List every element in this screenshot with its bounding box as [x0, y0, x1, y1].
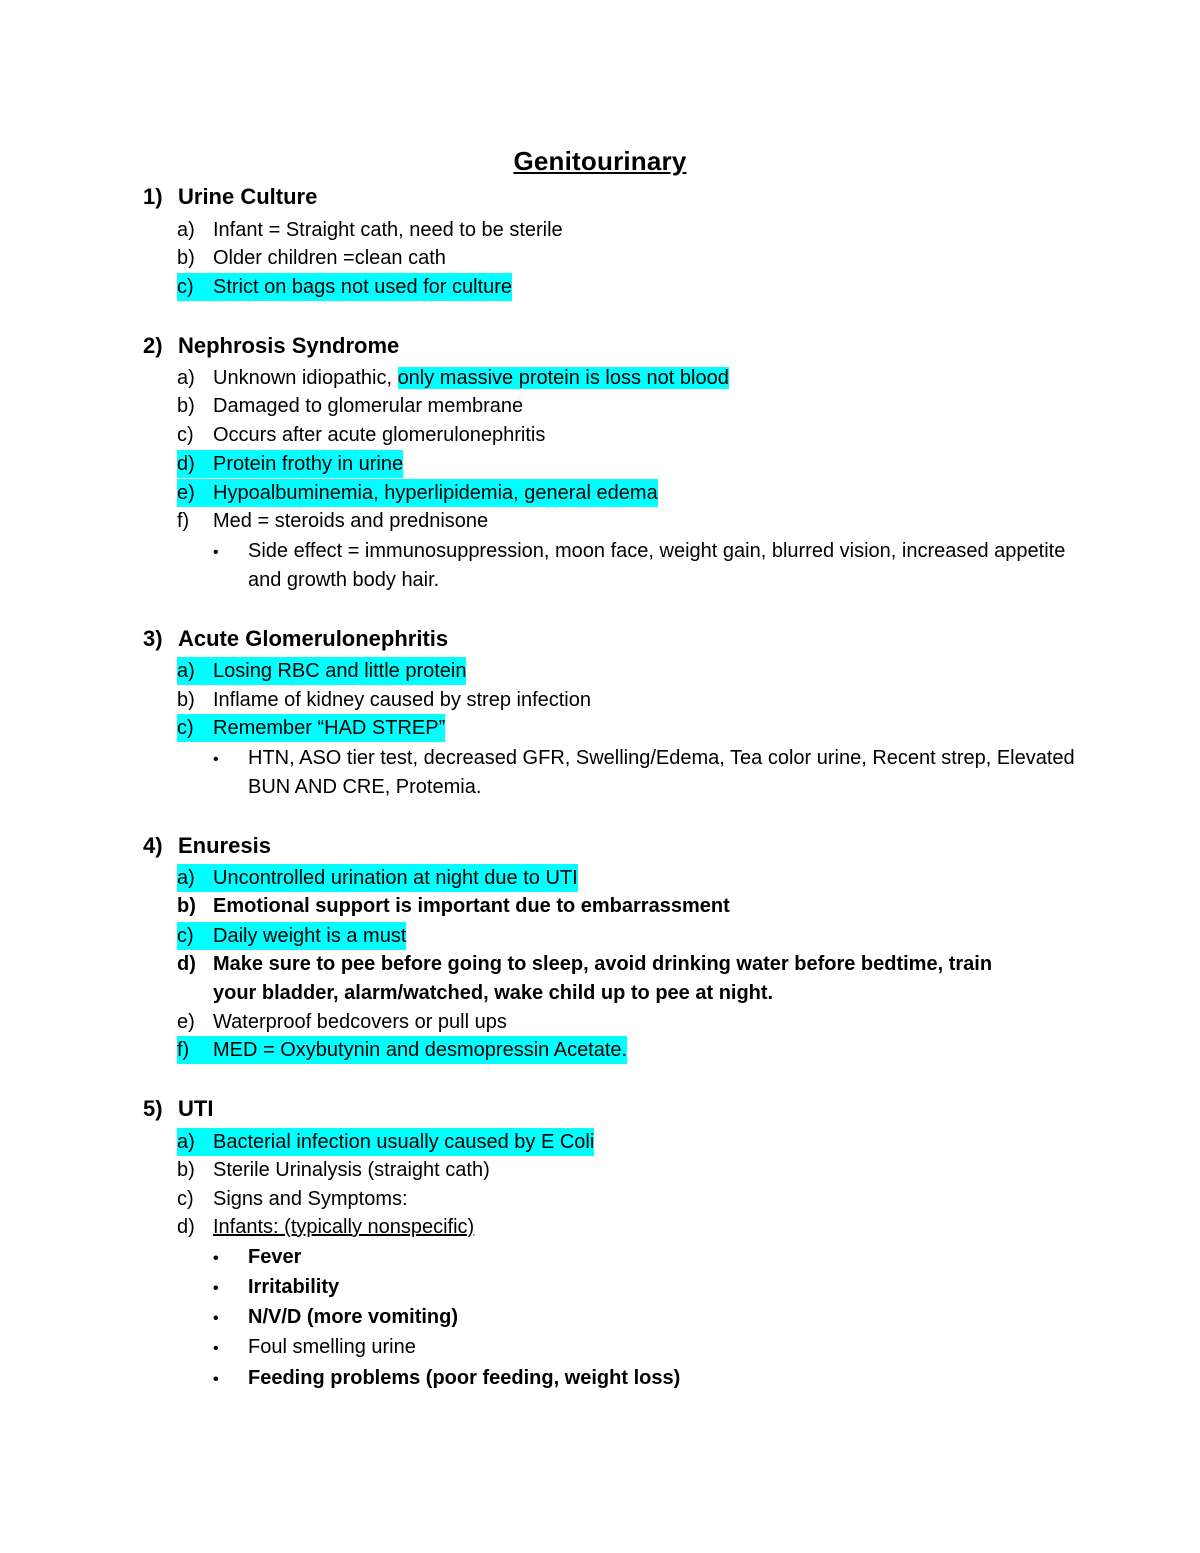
item-text-underlined: Infants: (typically nonspecific): [213, 1216, 475, 1238]
list-item-highlighted: [177, 864, 578, 892]
item-text: Bacterial infection usually caused by E Coli: [213, 1131, 595, 1153]
section-number: 1): [143, 184, 163, 209]
item-label: c): [177, 717, 194, 739]
bullet-item: [213, 1243, 1078, 1273]
list-item: [177, 507, 488, 535]
item-text: Infant = Straight cath, need to be sterile: [213, 219, 563, 241]
item-label: c): [177, 276, 194, 298]
item-label: f): [177, 1039, 190, 1061]
item-label: a): [177, 660, 195, 682]
bullet-text: Side effect = immunosuppression, moon face, weight gain, blurred vision, increased appetite and growth body hair.: [248, 540, 1066, 591]
item-text: Protein frothy in urine: [213, 453, 404, 475]
bullet-icon: •: [213, 1310, 219, 1327]
bullet-text: Feeding problems (poor feeding, weight loss): [248, 1367, 681, 1389]
item-text: Older children =clean cath: [213, 247, 446, 269]
bullet-text: Foul smelling urine: [248, 1336, 416, 1358]
item-label: a): [177, 219, 195, 241]
item-label: f): [177, 510, 190, 532]
item-label: b): [177, 395, 195, 417]
bullet-item: [213, 1303, 1078, 1333]
section-heading-nephrosis-syndrome: [143, 333, 399, 359]
list-item-highlighted: [177, 714, 445, 742]
item-label: c): [177, 925, 194, 947]
item-text: Uncontrolled urination at night due to UTI: [213, 867, 578, 889]
item-text: Emotional support is important due to embarrassment: [213, 895, 730, 917]
item-label: c): [177, 424, 194, 446]
section-heading-acute-glomerulonephritis: [143, 626, 448, 652]
item-text: Hypoalbuminemia, hyperlipidemia, general edema: [213, 482, 658, 504]
list-item-highlighted: [177, 1036, 627, 1064]
section-number: 3): [143, 626, 163, 651]
list-item-highlighted: [177, 479, 658, 507]
bullet-icon: •: [213, 751, 219, 768]
list-item: [177, 421, 545, 449]
list-item-highlighted: [177, 922, 406, 950]
item-text: Unknown idiopathic,: [213, 367, 398, 389]
section-heading-urine-culture: [143, 184, 317, 210]
item-text: Inflame of kidney caused by strep infection: [213, 689, 591, 711]
list-item: [177, 244, 446, 272]
item-label: a): [177, 867, 195, 889]
list-item-bold: [177, 950, 992, 978]
item-label: c): [177, 1188, 194, 1210]
item-label: e): [177, 482, 195, 504]
item-text: Occurs after acute glomerulonephritis: [213, 424, 546, 446]
section-heading-uti: [143, 1096, 213, 1122]
item-label: a): [177, 367, 195, 389]
bullet-item: [213, 1333, 1078, 1363]
item-text: Sterile Urinalysis (straight cath): [213, 1159, 490, 1181]
item-label: d): [177, 453, 195, 475]
bullet-icon: •: [213, 1371, 219, 1388]
section-number: 2): [143, 333, 163, 358]
item-text: Strict on bags not used for culture: [213, 276, 513, 298]
bullet-text: Fever: [248, 1246, 302, 1268]
list-item: [177, 1008, 507, 1036]
highlighted-text: only massive protein is loss not blood: [397, 367, 729, 389]
bullet-text: Irritability: [248, 1276, 340, 1298]
list-item-highlighted: [177, 1128, 594, 1156]
bullet-icon: •: [213, 1340, 219, 1357]
bullet-item: [213, 537, 1078, 595]
list-item: [177, 1156, 490, 1184]
bullet-icon: •: [213, 544, 219, 561]
list-item-highlighted: [177, 657, 466, 685]
item-label: d): [177, 953, 196, 975]
list-item-bold-continuation: [177, 979, 773, 1007]
item-label: e): [177, 1011, 195, 1033]
section-title: Enuresis: [178, 833, 271, 858]
item-text: Make sure to pee before going to sleep, avoid drinking water before bedtime, train: [213, 953, 993, 975]
list-item-highlighted: [177, 450, 403, 478]
list-item: [177, 216, 563, 244]
item-text: Med = steroids and prednisone: [213, 510, 489, 532]
item-label: a): [177, 1131, 195, 1153]
item-text: Waterproof bedcovers or pull ups: [213, 1011, 507, 1033]
list-item: [177, 364, 729, 392]
item-text: your bladder, alarm/watched, wake child up to pee at night.: [213, 982, 774, 1004]
bullet-item: [213, 1273, 1078, 1303]
bullet-text: N/V/D (more vomiting): [248, 1306, 459, 1328]
item-label: b): [177, 247, 195, 269]
list-item: [177, 686, 591, 714]
item-text: Losing RBC and little protein: [213, 660, 467, 682]
item-text: Damaged to glomerular membrane: [213, 395, 524, 417]
section-title: Urine Culture: [178, 184, 318, 209]
list-item: [177, 1213, 474, 1241]
item-label: b): [177, 1159, 195, 1181]
item-label: b): [177, 895, 196, 917]
item-text: MED = Oxybutynin and desmopressin Acetate.: [213, 1039, 628, 1061]
section-heading-enuresis: [143, 833, 271, 859]
item-text: Signs and Symptoms:: [213, 1188, 408, 1210]
section-title: Acute Glomerulonephritis: [178, 626, 449, 651]
list-item: [177, 392, 523, 420]
section-title: Nephrosis Syndrome: [178, 333, 400, 358]
section-number: 5): [143, 1096, 163, 1121]
bullet-text: HTN, ASO tier test, decreased GFR, Swelling/Edema, Tea color urine, Recent strep, Elevated BUN AND CRE, Protemia.: [248, 747, 1075, 798]
item-text: Remember “HAD STREP”: [213, 717, 446, 739]
page-title: Genitourinary: [513, 146, 687, 176]
item-label: b): [177, 689, 195, 711]
bullet-item: [213, 1364, 1078, 1394]
section-title: UTI: [178, 1096, 214, 1121]
item-label: d): [177, 1216, 195, 1238]
bullet-icon: •: [213, 1250, 219, 1267]
item-text: Daily weight is a must: [213, 925, 407, 947]
list-item-highlighted: [177, 273, 512, 301]
section-number: 4): [143, 833, 163, 858]
list-item: [177, 1185, 408, 1213]
list-item-bold: [177, 892, 730, 920]
bullet-item: [213, 744, 1078, 802]
bullet-icon: •: [213, 1280, 219, 1297]
